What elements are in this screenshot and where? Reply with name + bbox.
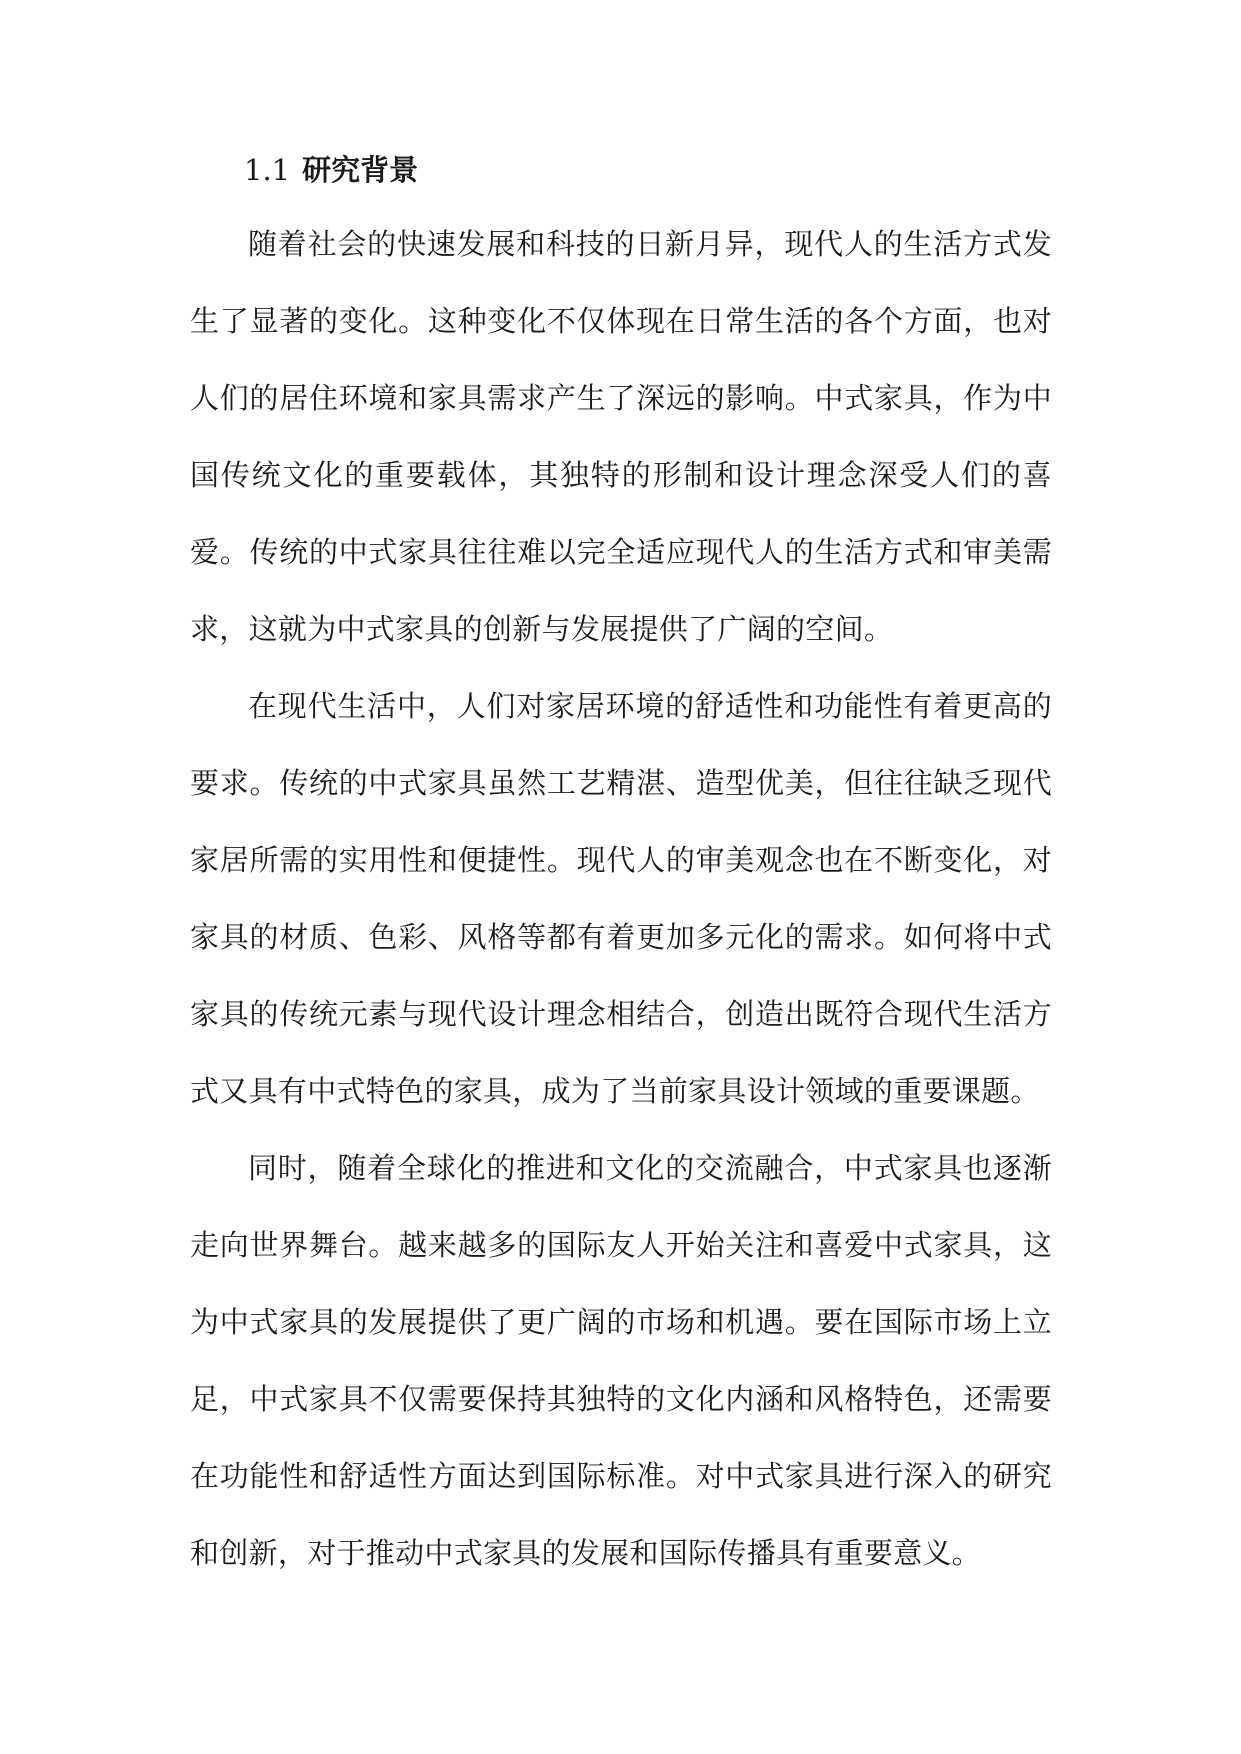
section-title: 研究背景 [302,153,419,187]
section-heading [244,150,418,190]
paragraph-2: 在现代生活中，人们对家居环境的舒适性和功能性有着更高的要求。传统的中式家具虽然工艺精湛、造型优美，但往往缺乏现代家居所需的实用性和便捷性。现代人的审美观念也在不断变化，对家具的材质、色彩、风格等都有着更加多元化的需求。如何将中式家具的传统元素与现代设计理念相结合，创造出既符合现代生活方式又具有中式特色的家具，成为了当前家具设计领域的重要课题。 [190,689,1052,1108]
paragraph-3: 同时，随着全球化的推进和文化的交流融合，中式家具也逐渐走向世界舞台。越来越多的国际友人开始关注和喜爱中式家具，这为中式家具的发展提供了更广阔的市场和机遇。要在国际市场上立足，中式家具不仅需要保持其独特的文化内涵和风格特色，还需要在功能性和舒适性方面达到国际标准。对中式家具进行深入的研究和创新，对于推动中式家具的发展和国际传播具有重要意义。 [190,1151,1052,1570]
paragraph-1: 随着社会的快速发展和科技的日新月异，现代人的生活方式发生了显著的变化。这种变化不仅体现在日常生活的各个方面，也对人们的居住环境和家具需求产生了深远的影响。中式家具，作为中国传统文化的重要载体，其独特的形制和设计理念深受人们的喜爱。传统的中式家具往往难以完全适应现代人的生活方式和审美需求，这就为中式家具的创新与发展提供了广阔的空间。 [190,227,1052,646]
section-body [190,206,1052,1592]
section-number: 1.1 [244,153,291,187]
